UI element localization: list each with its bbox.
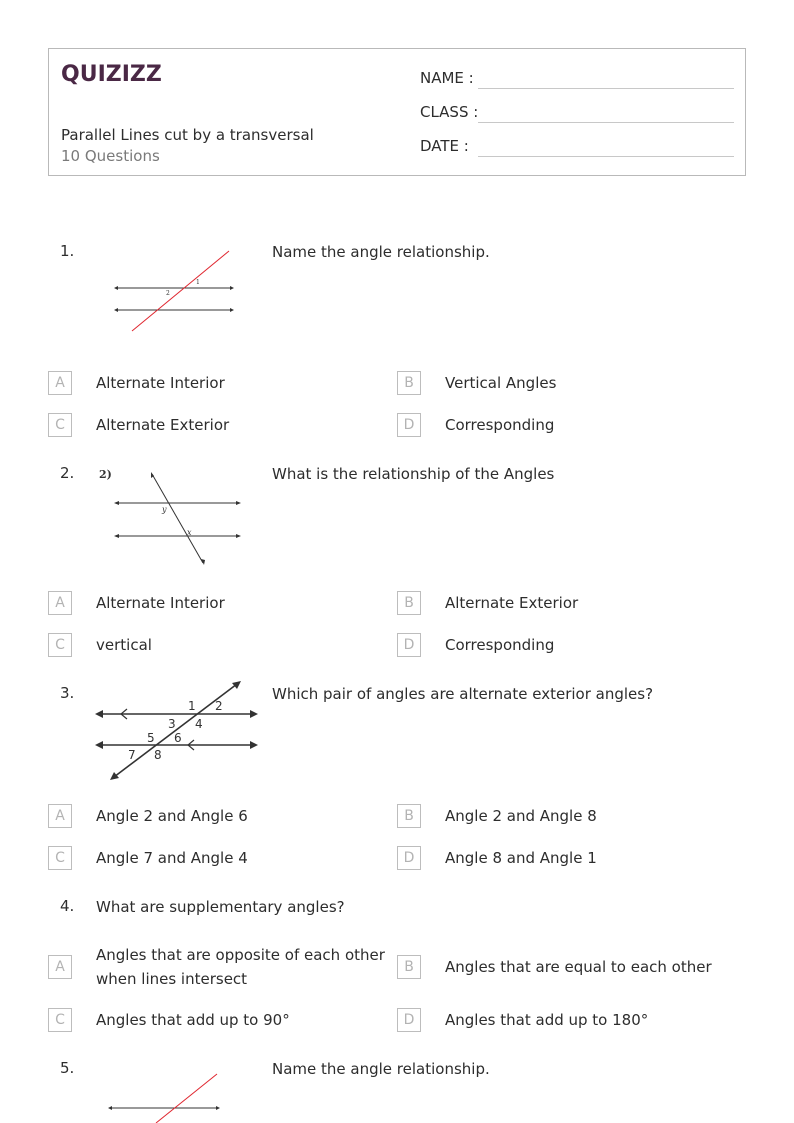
fig2-label-x: x xyxy=(187,528,192,537)
question-3-text: Which pair of angles are alternate exterior angles? xyxy=(272,685,654,703)
q1-option-d-letter[interactable]: D xyxy=(397,413,421,437)
fig2-label-y: y xyxy=(162,505,167,514)
q2-option-a-letter[interactable]: A xyxy=(48,591,72,615)
fig3-label-3: 3 xyxy=(168,717,176,731)
question-5-number: 5. xyxy=(60,1059,75,1077)
q1-option-a-letter[interactable]: A xyxy=(48,371,72,395)
question-5-figure xyxy=(104,1070,228,1123)
q2-option-b-letter[interactable]: B xyxy=(397,591,421,615)
worksheet-header xyxy=(48,48,746,176)
question-2-number: 2. xyxy=(60,464,75,482)
q4-option-d-text: Angles that add up to 180° xyxy=(445,1011,649,1029)
q2-option-a-text: Alternate Interior xyxy=(96,594,225,612)
q4-option-c-text: Angles that add up to 90° xyxy=(96,1011,290,1029)
q1-option-b-letter[interactable]: B xyxy=(397,371,421,395)
fig3-label-8: 8 xyxy=(154,748,162,762)
question-4-text: What are supplementary angles? xyxy=(96,898,345,916)
q3-option-d-letter[interactable]: D xyxy=(397,846,421,870)
fig3-label-1: 1 xyxy=(188,699,196,713)
date-field[interactable] xyxy=(420,137,734,161)
q4-option-b-letter[interactable]: B xyxy=(397,955,421,979)
q3-option-a-text: Angle 2 and Angle 6 xyxy=(96,807,248,825)
q1-option-d-text: Corresponding xyxy=(445,416,555,434)
brand-text: QUIZIZZ xyxy=(61,62,162,87)
name-line[interactable] xyxy=(478,88,734,89)
q4-option-a-text: Angles that are opposite of each other when lines intersect xyxy=(96,946,385,988)
question-5-text: Name the angle relationship. xyxy=(272,1060,490,1078)
date-label: DATE : xyxy=(420,137,469,155)
fig3-label-7: 7 xyxy=(128,748,136,762)
q3-option-d-text: Angle 8 and Angle 1 xyxy=(445,849,597,867)
worksheet-title: Parallel Lines cut by a transversal xyxy=(61,126,314,144)
name-field[interactable] xyxy=(420,69,734,93)
q2-option-d-letter[interactable]: D xyxy=(397,633,421,657)
fig1-label-1: 1 xyxy=(196,279,200,286)
q3-option-b-text: Angle 2 and Angle 8 xyxy=(445,807,597,825)
q3-option-a-letter[interactable]: A xyxy=(48,804,72,828)
q3-option-c-letter[interactable]: C xyxy=(48,846,72,870)
question-1-text: Name the angle relationship. xyxy=(272,243,490,261)
fig3-label-5: 5 xyxy=(147,731,155,745)
fig3-label-2: 2 xyxy=(215,699,223,713)
question-1-figure xyxy=(112,245,242,337)
fig2-label-number: 2) xyxy=(99,468,112,481)
question-2-text: What is the relationship of the Angles xyxy=(272,465,555,483)
fig1-label-2: 2 xyxy=(166,290,170,297)
class-label: CLASS : xyxy=(420,103,479,121)
q1-option-c-text: Alternate Exterior xyxy=(96,416,230,434)
q3-option-b-letter[interactable]: B xyxy=(397,804,421,828)
q1-option-c-letter[interactable]: C xyxy=(48,413,72,437)
name-label: NAME : xyxy=(420,69,474,87)
q1-option-b-text: Vertical Angles xyxy=(445,374,557,392)
q4-option-c-letter[interactable]: C xyxy=(48,1008,72,1032)
q2-option-c-text: vertical xyxy=(96,636,152,654)
q4-option-d-letter[interactable]: D xyxy=(397,1008,421,1032)
q4-option-a-letter[interactable]: A xyxy=(48,955,72,979)
date-line[interactable] xyxy=(478,156,734,157)
class-line[interactable] xyxy=(478,122,734,123)
fig3-label-4: 4 xyxy=(195,717,203,731)
q2-option-c-letter[interactable]: C xyxy=(48,633,72,657)
quizizz-logo xyxy=(61,59,171,87)
q1-option-a-text: Alternate Interior xyxy=(96,374,225,392)
question-2-figure xyxy=(95,462,245,568)
question-3-figure xyxy=(94,680,260,784)
question-1-number: 1. xyxy=(60,242,75,260)
question-4-number: 4. xyxy=(60,897,75,915)
q2-option-d-text: Corresponding xyxy=(445,636,555,654)
question-3-number: 3. xyxy=(60,684,75,702)
question-count: 10 Questions xyxy=(61,147,160,165)
q4-option-b-text: Angles that are equal to each other xyxy=(445,958,712,976)
q3-option-c-text: Angle 7 and Angle 4 xyxy=(96,849,248,867)
fig3-label-6: 6 xyxy=(174,731,182,745)
class-field[interactable] xyxy=(420,103,734,127)
q2-option-b-text: Alternate Exterior xyxy=(445,594,579,612)
